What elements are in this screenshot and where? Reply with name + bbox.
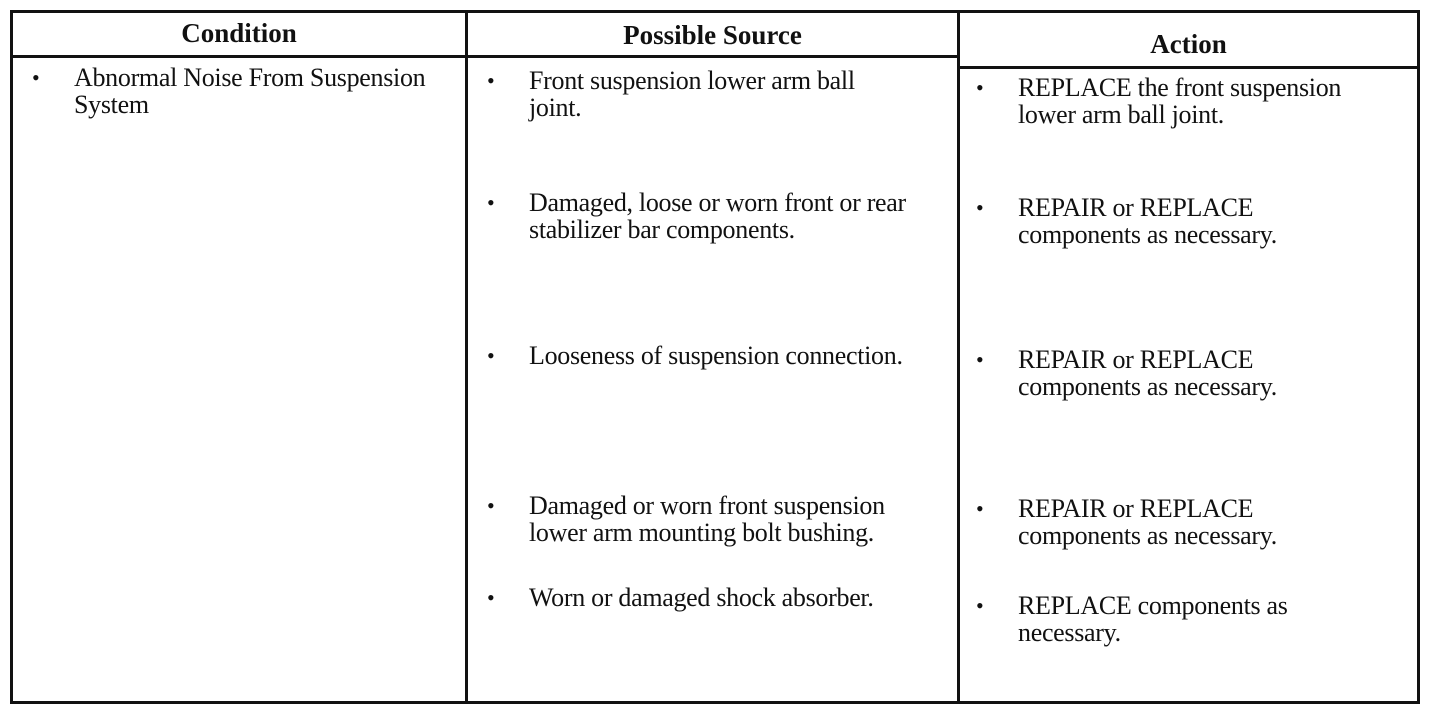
bullet-icon: •	[976, 75, 984, 100]
bullet-icon: •	[32, 65, 40, 90]
header-divider-action	[958, 66, 1420, 69]
header-divider-condition	[10, 55, 466, 58]
action-item	[976, 346, 1376, 400]
source-item	[487, 189, 907, 243]
bullet-icon: •	[487, 190, 495, 215]
condition-item	[32, 64, 452, 118]
header-condition: Condition	[181, 18, 297, 48]
header-action: Action	[1150, 29, 1227, 59]
action-item	[976, 194, 1376, 248]
source-text: Worn or damaged shock absorber.	[529, 583, 874, 612]
action-text: REPAIR or REPLACE components as necessary.	[1018, 193, 1277, 249]
source-item	[487, 492, 907, 546]
action-text: REPLACE components as necessary.	[1018, 591, 1288, 647]
header-possible-source: Possible Source	[623, 20, 802, 50]
action-text: REPLACE the front suspension lower arm ball joint.	[1018, 73, 1342, 129]
source-item	[487, 584, 907, 611]
bullet-icon: •	[976, 195, 984, 220]
bullet-icon: •	[976, 347, 984, 372]
action-item	[976, 495, 1376, 549]
source-text: Front suspension lower arm ball joint.	[529, 66, 855, 122]
bullet-icon: •	[487, 493, 495, 518]
action-item	[976, 74, 1376, 128]
source-item	[487, 342, 907, 369]
source-text: Looseness of suspension connection.	[529, 341, 903, 370]
bullet-icon: •	[487, 343, 495, 368]
bullet-icon: •	[487, 68, 495, 93]
column-divider-2	[957, 10, 960, 704]
action-text: REPAIR or REPLACE components as necessary.	[1018, 494, 1277, 550]
bullet-icon: •	[487, 585, 495, 610]
table-border-right	[1417, 10, 1420, 704]
source-text: Damaged or worn front suspension lower arm mounting bolt bushing.	[529, 491, 885, 547]
table-border-left	[10, 10, 13, 704]
source-text: Damaged, loose or worn front or rear stabilizer bar components.	[529, 188, 906, 244]
table-border-bottom	[10, 701, 1420, 704]
action-item	[976, 592, 1376, 646]
condition-text: Abnormal Noise From Suspension System	[74, 63, 426, 119]
source-item	[487, 67, 907, 121]
header-divider-source	[466, 55, 958, 58]
table-border-top	[10, 10, 1420, 13]
bullet-icon: •	[976, 593, 984, 618]
bullet-icon: •	[976, 496, 984, 521]
column-divider-1	[465, 10, 468, 704]
diagnosis-table	[10, 10, 1420, 704]
action-text: REPAIR or REPLACE components as necessary.	[1018, 345, 1277, 401]
